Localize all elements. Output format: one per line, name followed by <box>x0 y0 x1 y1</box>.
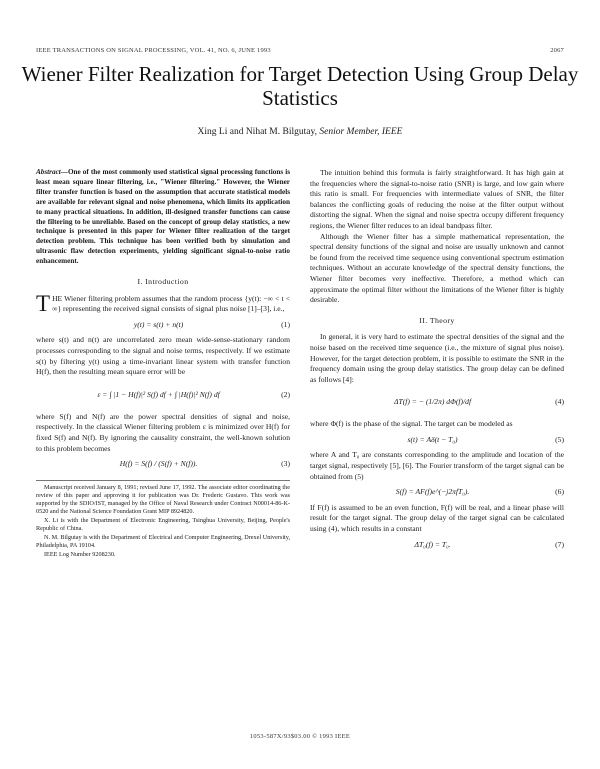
equation-6-number: (6) <box>555 487 564 497</box>
equation-2-body: ε = ∫ |1 − H(f)|² S(f) df + ∫ |H(f)|² N(f) df <box>97 389 220 399</box>
equation-5-number: (5) <box>555 434 564 444</box>
equation-2 <box>36 383 290 407</box>
equation-1-body: y(t) = s(t) + n(t) <box>133 319 184 329</box>
equation-1 <box>36 320 290 331</box>
paper-title: Wiener Filter Realization for Target Detection Using Group Delay Statistics <box>21 62 579 110</box>
equation-3-body: H(f) = S(f) / (S(f) + N(f)). <box>119 459 198 469</box>
equation-2-number: (2) <box>281 389 290 399</box>
section-heading-theory: II. Theory <box>419 315 455 325</box>
footnote-manuscript: Manuscript received January 8, 1991; revised June 17, 1992. The associate editor coordinating the review of this paper and approving it for publication was Dr. Frederic Gustavo. This work was supported by the SDIO/IST, managed by the Office of Naval Research under Contract N00014-86-K-0520 and the National Science Foundation Grant MIP 8924820. <box>36 483 290 515</box>
equation-5 <box>310 435 564 446</box>
theory-paragraph-3: where A and T₀ are constants corresponding to the amplitude and location of the target signal, respectively [5], [6]. The Fourier transform of the target signal can be obtained from (5) <box>310 450 564 481</box>
equation-6 <box>310 487 564 498</box>
footnotes <box>36 480 290 559</box>
equation-4 <box>310 390 564 414</box>
intro-paragraph-2: where s(t) and n(t) are uncorrelated zero mean wide-sense-stationary random processes corresponding to the signal and noise terms, respectively. If we estimate s(t) by filtering y(t) using a time-invariant linear system with transfer function H(f), then the resulting mean square error will be <box>36 335 290 377</box>
equation-1-number: (1) <box>281 319 290 329</box>
intro-text-1: HE Wiener filtering problem assumes that the random process {y(t): −∞ < t < ∞} representing the received signal consists of signal plus noise [1]–[3], i.e., <box>52 293 290 314</box>
author-line <box>0 127 600 137</box>
intro-paragraph-3: where S(f) and N(f) are the power spectral densities of signal and noise, respectively. In the classical Wiener filtering problem ε is minimized over H(f) for fixed S(f) and N(f). By ignoring the causality constraint, the well-known solution to this problem becomes <box>36 411 290 453</box>
equation-3-number: (3) <box>281 459 290 469</box>
equation-5-body: s(t) = Aδ(t − T₀) <box>407 434 458 444</box>
page-number: 2067 <box>550 47 564 54</box>
theory-paragraph-1: In general, it is very hard to estimate the spectral densities of the signal and the noise based on the received time sequence (i.e., the mixture of signal plus noise). However, for the target detection problem, it is possible to estimate the SNR in the frequency domain using the group delay statistics. The group delay can be defined as follows [4]: <box>310 332 564 384</box>
author-membership: Senior Member, IEEE <box>319 127 403 137</box>
journal-header: IEEE TRANSACTIONS ON SIGNAL PROCESSING, VOL. 41, NO. 6, JUNE 1993 <box>36 47 271 54</box>
theory-paragraph-4: If F(f) is assumed to be an even function, F(f) will be real, and a linear phase will result for the target signal. The group delay of the target signal can be calculated using (4), which results in a constant <box>310 502 564 534</box>
intro-paragraph-1 <box>36 290 290 316</box>
right-paragraph-1: The intuition behind this formula is fairly straightforward. It has high gain at the frequencies where the signal-to-noise ratio (SNR) is large, and low gain where this ratio is small. For frequencies with intermediate values of SNR, the filter balances the conflicting goals of reducing the noise at the filter output without distorting the signal. When the signal and noise spectra occupy different frequency regions, the Wiener filter reduces to an ideal bandpass filter. <box>310 168 564 230</box>
equation-7-body: ΔT₀(f) = T₀. <box>414 539 451 549</box>
abstract <box>36 168 290 267</box>
abstract-text: One of the most commonly used statistical signal processing functions is least mean square linear filtering, i.e., "Wiener filtering." However, the Wiener filter transfer function is based on the assumption that accurate statistical models are available for relevant signal and noise phenomena, which limits its application to many practical situations. In addition, ill-designed transfer functions can cause the filtering to be unreliable. Based on the concept of group delay statistics, a new technique is presented in this paper for Wiener filter realization of the target detection problem. This technique has been verified both by simulation and ultrasonic flaw detection experiments, yielding significant signal-to-noise ratio enhancement. <box>36 168 290 266</box>
running-header <box>36 47 564 54</box>
section-heading-introduction: I. Introduction <box>137 277 189 287</box>
abstract-label: Abstract— <box>36 168 68 176</box>
equation-7 <box>310 540 564 551</box>
equation-3 <box>36 459 290 470</box>
equation-4-number: (4) <box>555 396 564 406</box>
equation-4-body: ΔT(f) = − (1/2π) dΦ(f)/df <box>394 396 472 406</box>
equation-7-number: (7) <box>555 539 564 549</box>
right-column <box>310 168 564 555</box>
author-names: Xing Li and Nihat M. Bilgutay, <box>197 127 317 137</box>
left-column <box>36 168 290 560</box>
footnote-author-bilgutay: N. M. Bilgutay is with the Department of Electrical and Computer Engineering, Drexel University, Philadelphia, PA 19104. <box>36 533 290 549</box>
right-paragraph-2: Although the Wiener filter has a simple mathematical representation, the spectral density functions of the signal and noise are usually unknown and cannot be found from the received time sequence using conventional spectrum estimation techniques. Without an accurate knowledge of the spectral density functions, the Wiener filter becomes very ineffective. Therefore, a method which can approximate the optimal filter without the limitations of the Wiener filter is highly desirable. <box>310 231 564 305</box>
footnote-author-li: X. Li is with the Department of Electronic Engineering, Tsinghua University, Beijing, People's Republic of China. <box>36 516 290 532</box>
equation-6-body: S(f) = AF(f)e^(−j2πfT₀). <box>395 487 470 497</box>
drop-cap: T <box>36 290 51 316</box>
copyright-footer: 1053-587X/93$03.00 © 1993 IEEE <box>249 733 351 740</box>
footnote-log-number: IEEE Log Number 9208230. <box>44 550 116 558</box>
theory-paragraph-2: where Φ(f) is the phase of the signal. The target can be modeled as <box>310 419 513 429</box>
